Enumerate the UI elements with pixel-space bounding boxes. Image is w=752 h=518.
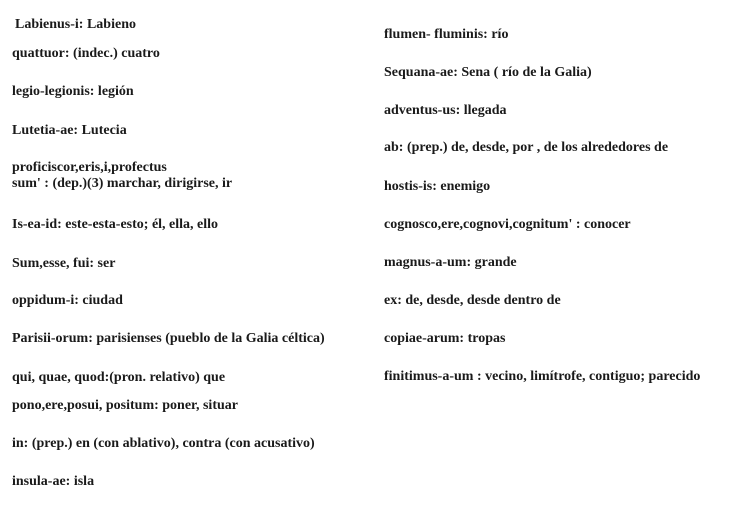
vocab-entry-flumen: flumen- fluminis: río xyxy=(384,27,509,42)
vocab-entry-in: in: (prep.) en (con ablativo), contra (con acusativo) xyxy=(12,436,315,451)
vocab-entry-oppidum: oppidum-i: ciudad xyxy=(12,293,123,308)
vocab-entry-cognosco: cognosco,ere,cognovi,cognitum' : conocer xyxy=(384,217,631,232)
vocab-entry-parisii: Parisii-orum: parisienses (pueblo de la Galia céltica) xyxy=(12,331,325,346)
vocab-entry-insula: insula-ae: isla xyxy=(12,474,95,489)
vocab-entry-ab: ab: (prep.) de, desde, por , de los alrededores de xyxy=(384,140,669,155)
vocab-entry-hostis: hostis-is: enemigo xyxy=(384,179,491,194)
vocab-entry-ex: ex: de, desde, desde dentro de xyxy=(384,293,561,308)
vocab-entry-quattuor: quattuor: (indec.) cuatro xyxy=(12,46,160,61)
vocab-entry-sum: Sum,esse, fui: ser xyxy=(12,256,116,271)
vocab-entry-copiae: copiae-arum: tropas xyxy=(384,331,506,346)
vocab-entry-adventus: adventus-us: llegada xyxy=(384,103,507,118)
vocab-entry-magnus: magnus-a-um: grande xyxy=(384,255,517,270)
vocab-entry-is-ea-id: Is-ea-id: este-esta-esto; él, ella, ello xyxy=(12,217,219,232)
vocab-entry-sequana: Sequana-ae: Sena ( río de la Galia) xyxy=(384,65,592,80)
vocab-entry-lutetia: Lutetia-ae: Lutecia xyxy=(12,123,127,138)
vocab-entry-pono: pono,ere,posui, positum: poner, situar xyxy=(12,398,238,413)
vocab-entry-finitimus: finitimus-a-um : vecino, limítrofe, contiguo; parecido xyxy=(384,369,701,384)
vocab-entry-line: proficiscor,eris,i,profectus xyxy=(12,160,167,175)
vocab-entry-proficiscor xyxy=(12,160,332,192)
vocab-entry-qui-quae-quod: qui, quae, quod:(pron. relativo) que xyxy=(12,370,226,385)
vocab-entry-labienus: Labienus-i: Labieno xyxy=(15,17,136,32)
vocab-entry-line: sum' : (dep.)(3) marchar, dirigirse, ir xyxy=(12,176,233,191)
vocab-entry-legio: legio-legionis: legión xyxy=(12,84,134,99)
